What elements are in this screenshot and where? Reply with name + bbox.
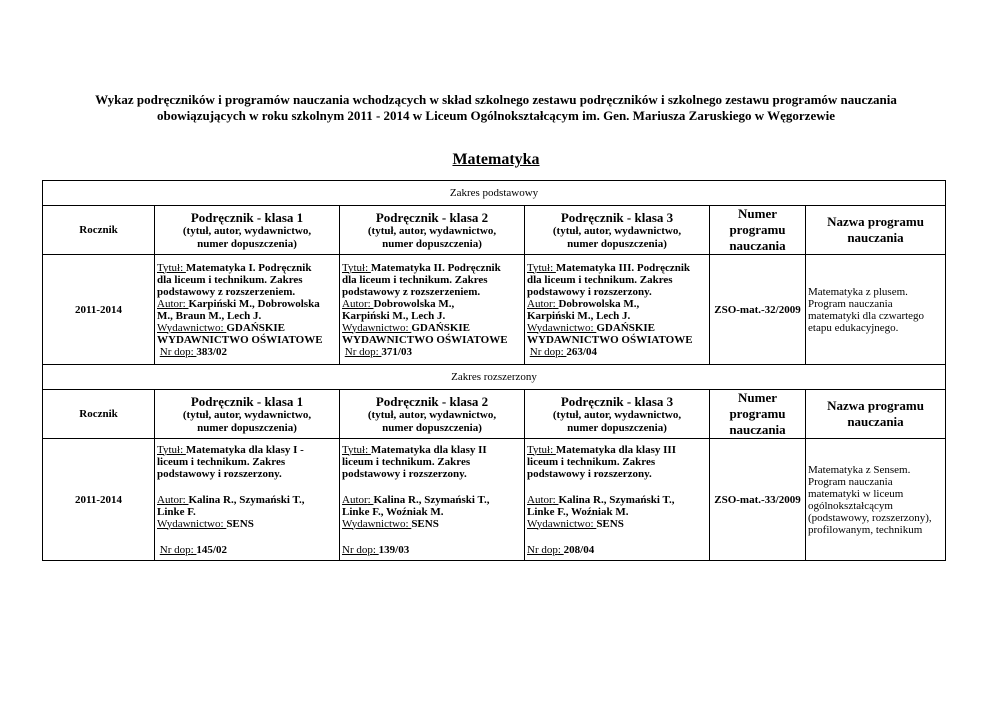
book-cell-klasa-3: Tytuł: Matematyka dla klasy III liceum i technikum. Zakres podstawowy i rozszerzony. Autor: Kalina R., Szymański T., Linke F., Woźniak M. Wydawnictwo: SENS Nr dop: 208/04: [525, 439, 710, 561]
header-klasa-2: Podręcznik - klasa 2 (tytuł, autor, wydawnictwo, numer dopuszczenia): [340, 390, 525, 439]
rocznik-cell: 2011-2014: [43, 439, 155, 561]
nazwa-programu-cell: Matematyka z plusem. Program nauczania matematyki dla czwartego etapu edukacyjnego.: [806, 255, 946, 365]
book-cell-klasa-1: Tytuł: Matematyka dla klasy I - liceum i technikum. Zakres podstawowy i rozszerzony. Autor: Kalina R., Szymański T., Linke F. Wydawnictwo: SENS Nr dop: 145/02: [155, 439, 340, 561]
rocznik-cell: 2011-2014: [43, 255, 155, 365]
header-nazwa-programu: Nazwa programu nauczania: [806, 206, 946, 255]
header-klasa-1: Podręcznik - klasa 1 (tytuł, autor, wydawnictwo, numer dopuszczenia): [155, 206, 340, 255]
textbook-table: [42, 180, 946, 561]
title-line-1: Wykaz podręczników i programów nauczania wchodzących w skład szkolnego zestawu podręczników i szkolnego zestawu programów nauczania: [95, 92, 897, 107]
header-rocznik: Rocznik: [43, 390, 155, 439]
header-nazwa-programu: Nazwa programu nauczania: [806, 390, 946, 439]
table-row: [43, 439, 946, 561]
title-line-2: obowiązujących w roku szkolnym 2011 - 2014 w Liceum Ogólnokształcącym im. Gen. Mariusza Zaruskiego w Węgorzewie: [156, 108, 835, 123]
header-row: [43, 206, 946, 255]
table-row: [43, 255, 946, 365]
subject-heading: Matematyka: [452, 151, 540, 168]
section-heading: Zakres podstawowy: [43, 181, 946, 206]
numer-programu-cell: ZSO-mat.-33/2009: [710, 439, 806, 561]
document-title: [0, 92, 992, 124]
header-rocznik: Rocznik: [43, 206, 155, 255]
book-cell-klasa-3: Tytuł: Matematyka III. Podręcznik dla liceum i technikum. Zakres podstawowy i rozszerzony. Autor: Dobrowolska M., Karpiński M., Lech J. Wydawnictwo: GDAŃSKIE WYDAWNICTWO OŚWIATOWE Nr dop: 263/04: [525, 255, 710, 365]
header-klasa-3: Podręcznik - klasa 3 (tytuł, autor, wydawnictwo, numer dopuszczenia): [525, 206, 710, 255]
nazwa-programu-cell: Matematyka z Sensem. Program nauczania matematyki w liceum ogólnokształcącym (podstawowy, rozszerzony), profilowanym, technikum: [806, 439, 946, 561]
numer-programu-cell: ZSO-mat.-32/2009: [710, 255, 806, 365]
section-heading: Zakres rozszerzony: [43, 365, 946, 390]
header-klasa-2: Podręcznik - klasa 2 (tytuł, autor, wydawnictwo, numer dopuszczenia): [340, 206, 525, 255]
header-numer-programu: Numer programu nauczania: [710, 390, 806, 439]
book-cell-klasa-2: Tytuł: Matematyka dla klasy II liceum i technikum. Zakres podstawowy i rozszerzony. Autor: Kalina R., Szymański T., Linke F., Woźniak M. Wydawnictwo: SENS Nr dop: 139/03: [340, 439, 525, 561]
header-klasa-1: Podręcznik - klasa 1 (tytuł, autor, wydawnictwo, numer dopuszczenia): [155, 390, 340, 439]
header-row: [43, 390, 946, 439]
book-cell-klasa-1: Tytuł: Matematyka I. Podręcznik dla liceum i technikum. Zakres podstawowy z rozszerzeniem. Autor: Karpiński M., Dobrowolska M., Braun M., Lech J. Wydawnictwo: GDAŃSKIE WYDAWNICTWO OŚWIATOWE Nr dop: 383/02: [155, 255, 340, 365]
book-cell-klasa-2: Tytuł: Matematyka II. Podręcznik dla liceum i technikum. Zakres podstawowy z rozszerzeniem. Autor: Dobrowolska M., Karpiński M., Lech J. Wydawnictwo: GDAŃSKIE WYDAWNICTWO OŚWIATOWE Nr dop: 371/03: [340, 255, 525, 365]
header-numer-programu: Numer programu nauczania: [710, 206, 806, 255]
header-klasa-3: Podręcznik - klasa 3 (tytuł, autor, wydawnictwo, numer dopuszczenia): [525, 390, 710, 439]
